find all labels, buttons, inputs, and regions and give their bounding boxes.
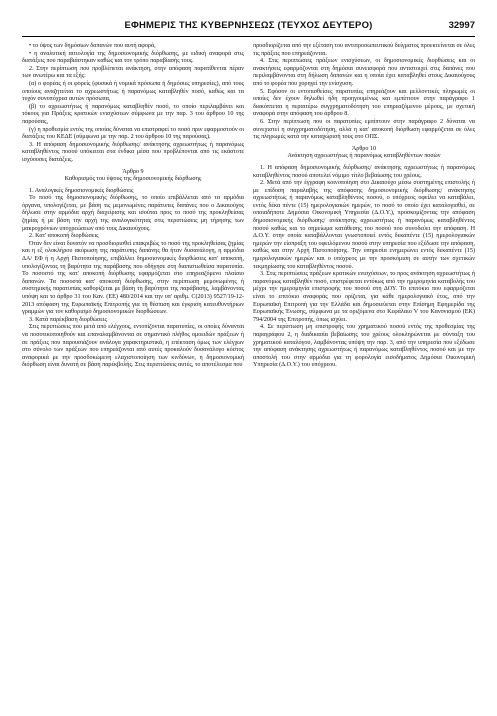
page-number: 32997 <box>448 20 475 31</box>
section-heading: 3. Κατά παρέκβαση διορθώσεις <box>29 316 107 323</box>
paragraph: (β) το αχρεωστήτως ή παρανόμως καταβληθέν ποσό, το οποίο περιλαμβάνει και τόκους για Πράξεις κρατικών ενισχύσεων σύμφωνα με την παρ. 3 του άρθρου 10 της παρούσας, <box>22 103 244 125</box>
paragraph: 6. Στην περίπτωση που οι παρατυπίες εμπίπτουν στην παράγραφο 2 δύναται να συνεχιστεί η συγχρηματοδότηση, αλλά η κατ' αποκοπή διόρθωση εφαρμόζεται σε όλες τις πληρωμές κατά την καταχώρισή τους στο ΟΠΣ. <box>253 118 475 141</box>
section-heading: 1. Αναλογικές δημοσιονομικές διορθώσεις <box>29 187 134 194</box>
paragraph: 5. Εφόσον οι εντοπισθείσες παρατυπίες επηρεάζουν και μελλοντικές πληρωμές οι οποίες δεν έχουν δηλωθεί ήδη προηγουμένως και εμπίπτουν στην παράγραφο 1 διακόπτεται η περαιτέρω συγχρηματοδότηση του επηρεαζόμενου μέρους, με σχετική αναφορά στην απόφαση του άρθρου 8. <box>253 88 475 118</box>
article-heading: Άρθρο 9 <box>122 168 144 175</box>
article-title: Ανάκτηση αχρεωστήτως ή παρανόμως καταβληθέντων ποσών <box>287 153 441 160</box>
paragraph: Όταν δεν είναι δυνατόν να προσδιορισθεί επακριβώς το ποσό της προκληθείσας ζημίας και η εξ ολοκλήρου ακύρωση της παράτυπης δαπάνης θα ήταν δυσανάλογη, η αρμόδια ΔΑ/ ΕΦ ή η Αρχή Πιστοποίησης, επιβάλλει δημοσιονομικές διορθώσεις κατ' αποκοπή, υπολογίζοντας τη βαρύτητα της παράβασης που οδήγησε στη διαπιστωθείσα παρατυπία. Το ποσοστό της κατ' αποκοπή διόρθωσης εφαρμόζεται στο επηρεαζόμενο πλαίσιο δαπανών. Τα ποσοστά κατ' αποκοπή διόρθωσης, στην περίπτωση μεμονωμένης ή συστημικής παρατυπίας καθορίζεται με βάση τη βαρύτητα της παράβασης, λαμβάνοντας υπόψη και το άρθρο 31 του Καν. (ΕΕ) 480/2014 και την υπ' αριθμ. C(2013) 9527/19-12-2013 απόφαση της Ευρωπαϊκής Επιτροπής για τη θέσπιση και έγκριση κατευθυντήριων γραμμών για τον καθορισμό δημοσιονομικών διορθώσεων. <box>22 240 244 316</box>
left-column <box>22 43 244 370</box>
paragraph: (α) ο φορέας ή οι φορείς (φυσικά ή νομικά πρόσωπα ή δημόσιες υπηρεσίες), από τους οποίους αναζητείται το αχρεωστήτως ή παρανόμως καταβληθέν ποσό, καθώς και τα τυχόν συνυπόχρεα αυτών πρόσωπα, <box>22 80 244 103</box>
paragraph: (γ) η προθεσμία εντός της οποίας δύναται να επιστραφεί το ποσό πριν εφαρμοστούν οι διατάξεις του ΚΕΔΕ (σύμφωνα με την παρ. 2 του άρθρου 10 της παρούσας). <box>22 126 244 141</box>
paragraph: 4. Στις περιπτώσεις πράξεων ενισχύσεων, οι δημοσιονομικές διορθώσεις και οι ανακτήσεις εφαρμόζονται στη δημόσια συνεισφορά που αντιστοιχεί στις δαπάνες που περιλαμβάνονται στη δήλωση δαπανών και η οποία έχει καταβληθεί στους Δικαιούχους από το φορέα που χορηγεί την ενίσχυση. <box>253 58 475 87</box>
paragraph: Στις περιπτώσεις που μετά από ελέγχους, εντοπίζονται παρατυπίες, οι οποίες δύνανται να ποσοτικοποιηθούν και επαναλαμβάνονται σε σημαντικό πλήθος ομοειδών πράξεων ή σε πράξεις που παρουσιάζουν ανάλογα χαρακτηριστικά, η επέκταση όμως των ελέγχων στο σύνολο των πράξεων που επηρεάζονται από αυτές προκαλούν δυσανάλογο κόστος αναφορικά με την προσδοκώμενη ελαχιστοποίηση των κινδύνων, η δημοσιονομική διόρθωση είναι δυνατή σε βάση παρέκβολής. Στις περιπτώσεις αυτές, το αποτέλεσμα που <box>22 324 244 369</box>
article-title: Καθορισμός του ύψους της δημοσιονομικής διόρθωσης <box>64 176 202 183</box>
paragraph: 3. Στις περιπτώσεις πράξεων κρατικών ενισχύσεων, το προς ανάκτηση αχρεωστήτως ή παρανόμως καταβληθέν ποσό, επιστρέφεται εντόκως από την ημερομηνία καταβολής του μέχρι την ημερομηνία επιστροφής του ποσού στη ΔΟΥ. Το επιτόκιο που εφαρμόζεται είναι το επιτόκιο αναφοράς που ορίζεται, για κάθε ημερολογιακό έτος, από την Ευρωπαϊκή Επιτροπή για την Ελλάδα και δημοσιεύεται στην Επίσημη Εφημερίδα της Ευρωπαϊκής Ένωσης, σύμφωνα με τα οριζόμενα στο Κεφάλαιο V του Κανονισμού (ΕΚ) 794/2004 της Επιτροπής, όπως ισχύει. <box>253 271 475 323</box>
paragraph: 2. Στην περίπτωση που προβλέπεται ανάκτηση, στην απόφαση παρατίθενται πέραν των ανωτέρω και τα εξής: <box>22 65 244 80</box>
gazette-title: ΕΦΗΜΕΡΙΣ ΤΗΣ ΚΥΒΕΡΝΗΣΕΩΣ (ΤΕΥΧΟΣ ΔΕΥΤΕΡΟ) <box>124 20 373 31</box>
paragraph: 2. Μετά από την έγγραφη κοινοποίηση στο Δικαιούχο μέσω συστημένης επιστολής ή με επίδοση παραλαβής της απόφασης δημοσιονομικής διόρθωσης/ ανάκτησης αχρεωστήτως ή παρανόμως καταβληθέντος ποσού, ο υπόχρεος οφείλει να καταβάλει, εντός δέκα πέντε (15) ημερολογιακών ημερών, το ποσό το οποίο έχει καταλογισθεί, σε οποιαδήποτε Δημόσια Οικονομική Υπηρεσία (Δ.Ο.Υ.), προσκομίζοντας την απόφαση δημοσιονομικής διόρθωσης/ ανάκτησης αχρεωστήτως ή παρανόμως καταβληθέντος ποσού καθώς και το σημείωμα κατάθεσης του ποσού που συνοδεύει την απόφαση. Η Δ.Ο.Υ. στην οποία καταβάλλονται γνωστοποιεί εντός δεκαπέντε (15) ημερολογιακών ημερών την είσπραξη του οφειλόμενου ποσού στην υπηρεσία που εξέδωσε την απόφαση, καθώς και στην Αρχή Πιστοποίησης. Την υπηρεσία ενημερώνει εντός δεκαπέντε (15) ημερολογιακών ημερών και ο υπόχρεος με την προσκόμιση σε αυτήν των σχετικών τεκμηρίωσης του καταβληθέντος ποσού. <box>253 180 475 270</box>
body-columns <box>22 43 475 370</box>
paragraph: Το ποσό της δημοσιονομικής διόρθωσης, το οποίο επιβάλλεται από τα αρμόδια όργανα, υπολογίζεται, με βάση τις μεμονωμένες παράτυπες δαπάνες που ο Δικαιούχος δήλωσε στην αρμόδια αρχή διαχείρισης και ισούται προς το ποσό της προκληθείσας ζημίας ή με βάση την αρχή της αναλογικότητας στις περιπτώσεις μη τήρησης των μακροχρόνιων υποχρεώσεων από τους Δικαιούχους. <box>22 195 244 232</box>
right-column <box>253 43 475 370</box>
paragraph: 3. Η απόφαση δημοσιονομικής διόρθωσης/ ανάκτησης αχρεωστήτως ή παρανόμως καταβληθέντος ποσού υπόκειται στα ένδικα μέσα που προβλέπονται από τις εκάστοτε ισχύουσες διατάξεις. <box>22 141 244 163</box>
section-heading: 2. Κατ' αποκοπή διορθώσεις <box>29 233 99 240</box>
paragraph: • η αναλυτική αιτιολογία της δημοσιονομικής διόρθωσης, με ειδική αναφορά στις διατάξεις που παραβιάστηκαν καθώς και τον τρόπο παραβίασής τους. <box>22 50 244 65</box>
article-heading: Άρθρο 10 <box>351 145 377 152</box>
paragraph: 1. Η απόφαση δημοσιονομικής διόρθωσης/ ανάκτησης αχρεωστήτως ή παρανόμως καταβληθέντος ποσού αποτελεί νόμιμο τίτλο βεβαίωσης του χρέους. <box>253 164 475 179</box>
page-header <box>22 18 475 37</box>
paragraph: • το ύψος των δημόσιων δαπανών που αυτή αφορά, <box>29 43 156 49</box>
paragraph: προσδιορίζεται από την εξέταση του αντιπροσωπευτικού δείγματος προεκτείνεται σε όλες τις πράξεις που επηρεάζονται. <box>253 43 475 57</box>
paragraph: 4. Σε περίπτωση μη επιστροφής του χρηματικού ποσού εντός της προθεσμίας της παραγράφου 2, η διαδικασία βεβαίωσης του χρέους ολοκληρώνεται με σύνταξη του χρηματικού καταλόγου, λαμβάνοντας υπόψη την παρ. 3, από την υπηρεσία που εξέδωσε την απόφαση ανάκτησης αχρεωστήτως ή παρανόμως καταβληθέντος ποσού και με την αποστολή του στην αρμόδια για τη φορολογία εισοδήματος Δημόσια Οικονομική Υπηρεσία (Δ.Ο.Υ.) του υπόχρεου. <box>253 324 475 369</box>
